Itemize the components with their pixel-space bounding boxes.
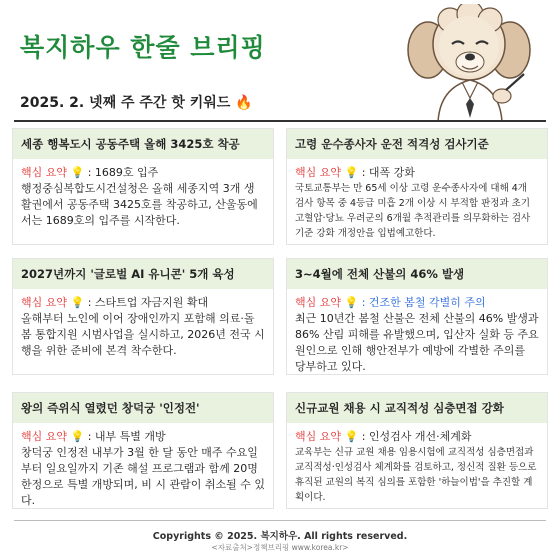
key-summary-label: 핵심 요약 [21, 296, 68, 309]
lightbulb-icon: 💡 [344, 166, 359, 179]
briefing-card-ai-unicorn [12, 258, 274, 375]
card-description: 올해부터 노인에 이어 장애인까지 포함해 의료·돌봄 통합지원 시범사업을 실시하고, 2026년 전국 시행을 위한 준비에 본격 착수한다. [21, 312, 265, 357]
key-summary-row [295, 429, 539, 445]
header-divider [14, 120, 546, 122]
page-title: 복지하우 한줄 브리핑 [20, 33, 266, 62]
key-summary-label: 핵심 요약 [295, 430, 342, 443]
card-title: 왕의 즉위식 열렸던 창덕궁 '인정전' [13, 393, 273, 423]
source-text: <자료출처>정책브리핑 www.korea.kr> [211, 543, 349, 552]
key-summary-text: : 1689호 입주 [87, 166, 159, 179]
weekly-keyword-heading [20, 92, 253, 112]
briefing-card-changdeokgung [12, 392, 274, 509]
professor-dog-mascot-illustration [400, 4, 550, 122]
card-title: 신규교원 채용 시 교직적성 심층면접 강화 [287, 393, 547, 423]
footer-divider [14, 520, 546, 521]
copyright-text: Copyrights © 2025. 복지하우. All rights reserved. [152, 531, 408, 542]
card-title: 세종 행복도시 공동주택 올해 3425호 착공 [13, 129, 273, 159]
key-summary-label: 핵심 요약 [21, 166, 68, 179]
key-summary-text: : 스타트업 자금지원 확대 [87, 296, 209, 309]
key-summary-text: : 내부 특별 개방 [87, 430, 166, 443]
lightbulb-icon: 💡 [70, 430, 85, 443]
key-summary-label: 핵심 요약 [21, 430, 68, 443]
weekly-keyword-text: 2025. 2. 넷째 주 주간 핫 키워드 [20, 95, 231, 111]
key-summary-label: 핵심 요약 [295, 166, 342, 179]
key-summary-row [21, 295, 265, 311]
lightbulb-icon: 💡 [70, 166, 85, 179]
card-description: 최근 10년간 봄철 산불은 전체 산불의 46% 발생과 86% 산림 피해를 유발했으며, 입산자 실화 등 주요 원인으로 인해 행안전부가 예방에 각별한 주의를 당부하고 있다. [295, 312, 539, 373]
lightbulb-icon: 💡 [344, 430, 359, 443]
briefing-card-sejong-housing [12, 128, 274, 245]
briefing-card-elderly-driver-test [286, 128, 548, 245]
card-description: 창덕궁 인정전 내부가 3월 한 달 동안 매주 수요일부터 일요일까지 기존 해설 프로그램과 함께 20명 한정으로 특별 개방되며, 비 시 관람이 취소될 수 있다. [21, 446, 265, 507]
card-description: 국토교통부는 만 65세 이상 고령 운수종사자에 대해 4개 검사 항목 중 4등급 미흡 2개 이상 시 부적합 판정과 초기 고혈압·당뇨 우려군의 6개월 추적관리를 의무화하는 검사기준 강화 개정안을 입법예고한다. [295, 183, 531, 239]
key-summary-row [295, 295, 539, 311]
key-summary-row [21, 429, 265, 445]
key-summary-text: : 인성검사 개선·체계화 [361, 430, 472, 443]
key-summary-row [295, 165, 539, 181]
briefing-card-spring-wildfire [286, 258, 548, 375]
fire-icon: 🔥 [235, 95, 253, 111]
card-description: 행정중심복합도시건설청은 올해 세종지역 3개 생활권에서 공동주택 3425호를 착공하고, 산울동에서는 1689호의 입주를 시작한다. [21, 182, 258, 227]
lightbulb-icon: 💡 [70, 296, 85, 309]
key-summary-label: 핵심 요약 [295, 296, 342, 309]
card-title: 3~4월에 전체 산불의 46% 발생 [287, 259, 547, 289]
key-summary-row [21, 165, 265, 181]
lightbulb-icon: 💡 [344, 296, 359, 309]
card-description: 교육부는 신규 교원 채용 임용시험에 교직적성 심층면접과 교직적성·인성검사 체계화를 검토하고, 정신적 질환 등으로 휴직된 교원의 복직 심의를 포함한 '하늘이법'을 추진할 계획이다. [295, 447, 537, 503]
briefing-card-teacher-interview [286, 392, 548, 509]
card-title: 2027년까지 '글로벌 AI 유니콘' 5개 육성 [13, 259, 273, 289]
key-summary-text: : 건조한 봄철 각별히 주의 [361, 296, 486, 309]
key-summary-text: : 대폭 강화 [361, 166, 415, 179]
card-title: 고령 운수종사자 운전 적격성 검사기준 [287, 129, 547, 159]
